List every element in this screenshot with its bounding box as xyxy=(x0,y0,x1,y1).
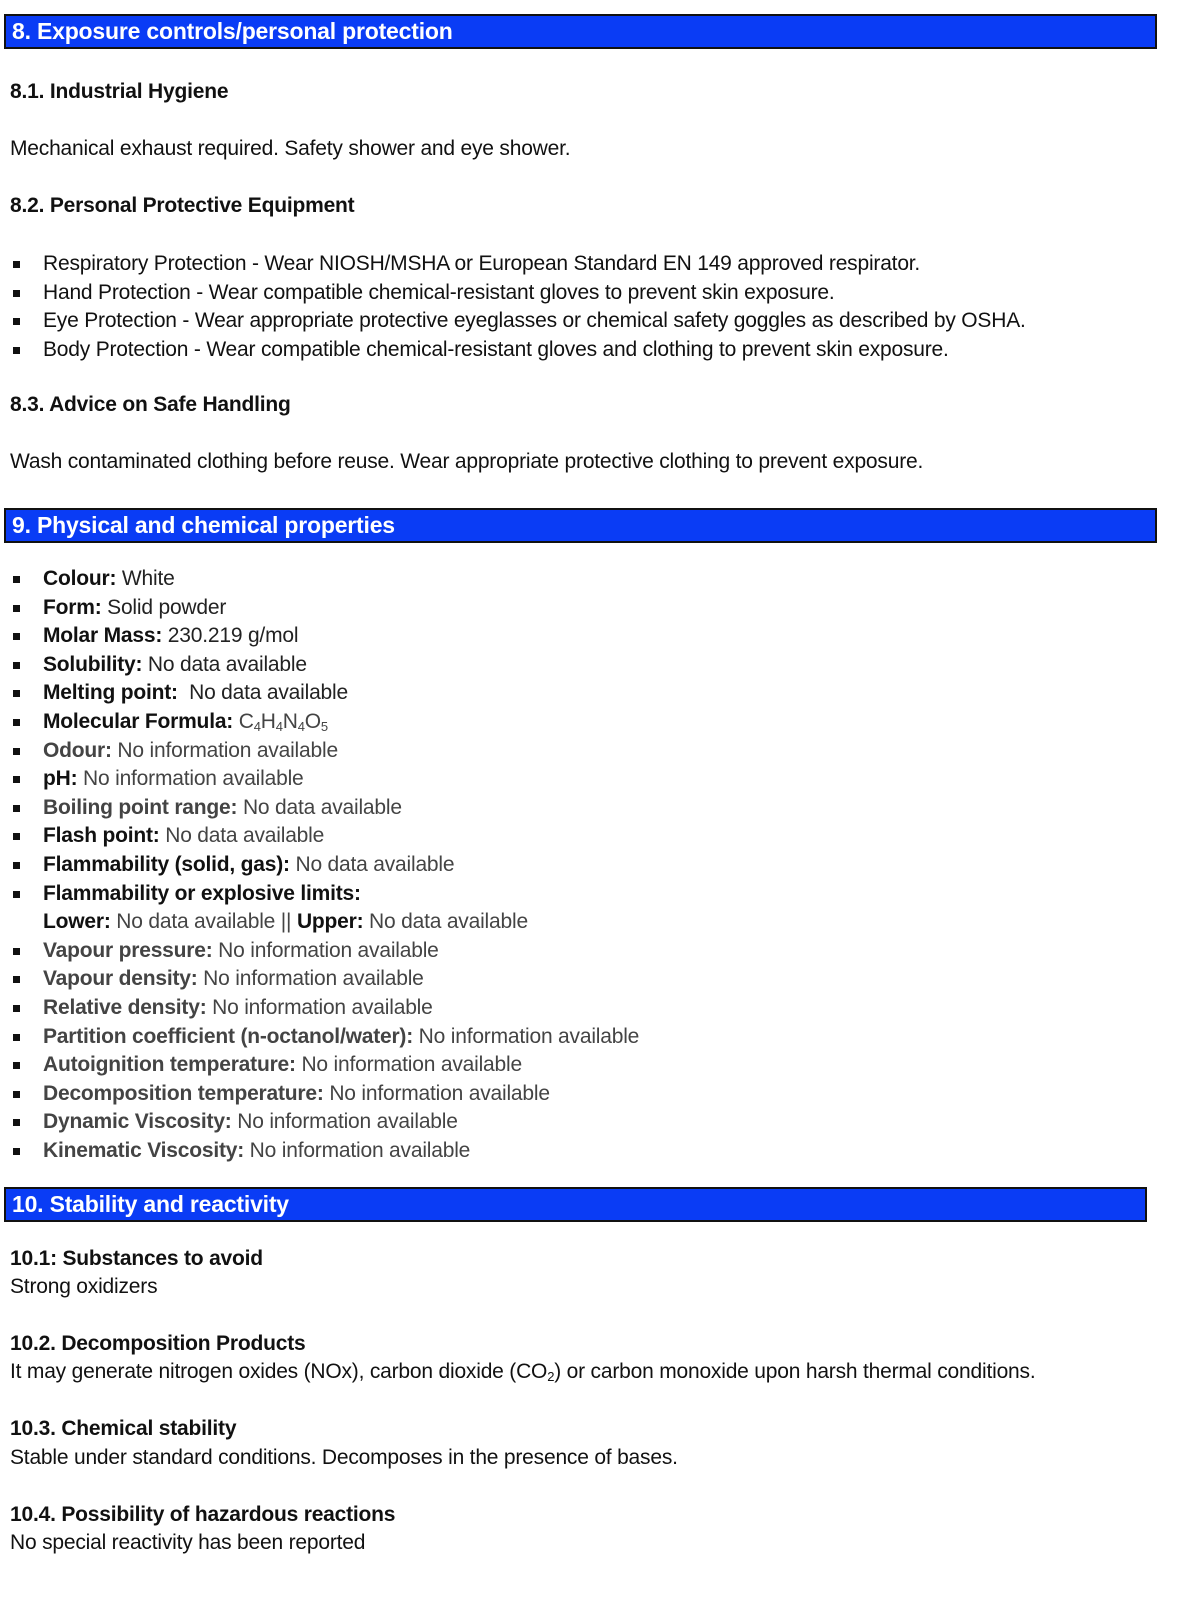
list-item: Form: Solid powder xyxy=(10,594,639,623)
list-item: Decomposition temperature: No information available xyxy=(10,1080,639,1109)
subsection-8-2-title: 8.2. Personal Protective Equipment xyxy=(10,194,355,217)
ppe-list xyxy=(10,250,1026,364)
subsection-10-3-title: 10.3. Chemical stability xyxy=(10,1417,237,1440)
list-item: Partition coefficient (n-octanol/water): No information available xyxy=(10,1023,639,1052)
list-item: Eye Protection - Wear appropriate protective eyeglasses or chemical safety goggles as described by OSHA. xyxy=(10,307,1026,336)
bullet-icon xyxy=(13,261,20,268)
list-item: Vapour density: No information available xyxy=(10,965,639,994)
bullet-icon xyxy=(13,290,20,297)
list-item: Flammability (solid, gas): No data available xyxy=(10,851,639,880)
list-item: Molar Mass: 230.219 g/mol xyxy=(10,622,639,651)
bullet-icon xyxy=(13,1005,20,1012)
bullet-icon xyxy=(13,805,20,812)
section-8-header: 8. Exposure controls/personal protection xyxy=(4,14,1157,49)
subsection-10-4-title: 10.4. Possibility of hazardous reactions xyxy=(10,1503,396,1526)
list-item: Autoignition temperature: No information available xyxy=(10,1051,639,1080)
bullet-icon xyxy=(13,833,20,840)
list-item: Boiling point range: No data available xyxy=(10,794,639,823)
list-item: Molecular Formula: $C_4H_4N_4O_5$ xyxy=(10,708,639,737)
list-item: Body Protection - Wear compatible chemical-resistant gloves and clothing to prevent skin exposure. xyxy=(10,336,1026,365)
list-item: Colour: White xyxy=(10,565,639,594)
list-item: Relative density: No information available xyxy=(10,994,639,1023)
bullet-icon xyxy=(13,1148,20,1155)
bullet-icon xyxy=(13,862,20,869)
list-item: Kinematic Viscosity: No information available xyxy=(10,1137,639,1166)
bullet-icon xyxy=(13,318,20,325)
subsection-8-1-title: 8.1. Industrial Hygiene xyxy=(10,80,229,103)
safe-handling-text: Wash contaminated clothing before reuse. Wear appropriate protective clothing to prevent exposure. xyxy=(10,450,924,473)
list-item: Melting point: No data available xyxy=(10,679,639,708)
bullet-icon xyxy=(13,1062,20,1069)
bullet-icon xyxy=(13,948,20,955)
molecular-formula: $C_4H_4N_4O_5$ xyxy=(238,709,328,734)
list-item: Vapour pressure: No information available xyxy=(10,937,639,966)
list-item: Flammability or explosive limits: Lower: No data available || Upper: No data available xyxy=(10,880,639,937)
bullet-icon xyxy=(13,633,20,640)
subsection-10-1-title: 10.1: Substances to avoid xyxy=(10,1247,263,1270)
bullet-icon xyxy=(13,576,20,583)
section-9-header: 9. Physical and chemical properties xyxy=(4,508,1157,543)
bullet-icon xyxy=(13,347,20,354)
list-item: pH: No information available xyxy=(10,765,639,794)
bullet-icon xyxy=(13,605,20,612)
section-10-header: 10. Stability and reactivity xyxy=(4,1187,1147,1222)
decomposition-products-text: It may generate nitrogen oxides (NOx), carbon dioxide $(CO_2)$ or carbon monoxide upon harsh thermal conditions. xyxy=(10,1360,1036,1384)
list-item: Odour: No information available xyxy=(10,737,639,766)
subsection-10-2-title: 10.2. Decomposition Products xyxy=(10,1332,306,1355)
list-item: Hand Protection - Wear compatible chemical-resistant gloves to prevent skin exposure. xyxy=(10,279,1026,308)
bullet-icon xyxy=(13,976,20,983)
chemical-stability-text: Stable under standard conditions. Decomposes in the presence of bases. xyxy=(10,1446,678,1469)
bullet-icon xyxy=(13,776,20,783)
hazardous-reactions-text: No special reactivity has been reported xyxy=(10,1531,366,1554)
bullet-icon xyxy=(13,690,20,697)
industrial-hygiene-text: Mechanical exhaust required. Safety shower and eye shower. xyxy=(10,137,571,160)
substances-to-avoid-text: Strong oxidizers xyxy=(10,1275,158,1298)
bullet-icon xyxy=(13,891,20,898)
subsection-8-3-title: 8.3. Advice on Safe Handling xyxy=(10,393,291,416)
properties-list xyxy=(10,565,639,1165)
bullet-icon xyxy=(13,1119,20,1126)
list-item: Flash point: No data available xyxy=(10,822,639,851)
list-item: Solubility: No data available xyxy=(10,651,639,680)
list-item: Respiratory Protection - Wear NIOSH/MSHA or European Standard EN 149 approved respirator. xyxy=(10,250,1026,279)
bullet-icon xyxy=(13,1091,20,1098)
bullet-icon xyxy=(13,748,20,755)
bullet-icon xyxy=(13,1034,20,1041)
list-item: Dynamic Viscosity: No information available xyxy=(10,1108,639,1137)
bullet-icon xyxy=(13,662,20,669)
bullet-icon xyxy=(13,719,20,726)
